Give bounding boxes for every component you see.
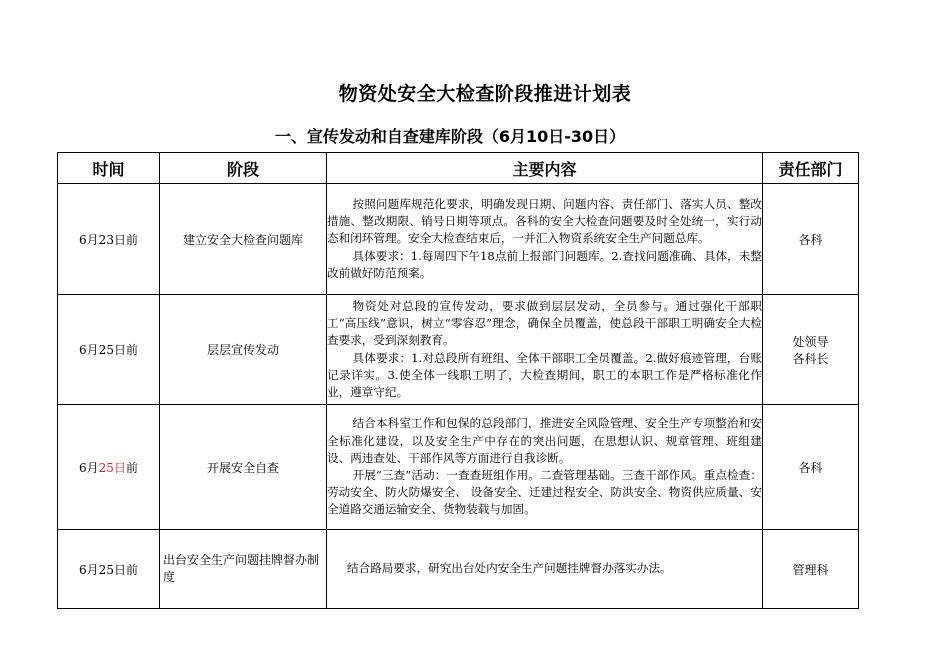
row-dept: 各科 [763,184,859,295]
row-time: 6月23日前 [58,184,160,295]
row-content [327,184,763,295]
table-row [58,530,859,609]
row-content [327,295,763,405]
content-paragraph: 物资处对总段的宣传发动，要求做到层层发动，全员参与。通过强化干部职工“高压线”意识，树立“零容忍”理念，确保全员覆盖，使总段干部职工明确安全大检查要求，受到深刻教育。 [327,298,762,348]
table-row [58,405,859,530]
row-time [58,405,160,530]
row-content [327,405,763,530]
row-stage: 出台安全生产问题挂牌督办制度 [160,530,327,609]
page-title: 物资处安全大检查阶段推进计划表 [338,83,632,105]
header-dept: 责任部门 [763,153,859,184]
row-time: 6月25日前 [58,530,160,609]
content-paragraph: 按照问题库规范化要求，明确发现日期、问题内容、责任部门、落实人员、整改措施、整改期限、销号日期等项点。各科的安全大检查问题要及时全处统一，实行动态和闭环管理。安全大检查结束后，一并汇入物资系统安全生产问题总库。 [327,196,762,246]
time-prefix: 6月 [79,460,99,475]
content-paragraph: 开展“三查”活动：一查查班组作用。二查管理基础。三查干部作风。重点检查：劳动安全、防火防爆安全、 设备安全、迁建过程安全、防洪安全、物资供应质量、安全道路交通运输安全、货物装载与加固。 [327,468,762,517]
row-stage: 开展安全自查 [160,405,327,530]
plan-table [57,152,859,609]
time-suffix: 前 [125,460,138,475]
row-stage: 层层宣传发动 [160,295,327,405]
dept-line: 各科长 [792,351,829,366]
content-paragraph: 具体要求：1.对总段所有班组、全体干部职工全员覆盖。2.做好痕迹管理，台账记录详实。3.使全体一线职工明了，大检查期间，职工的本职工作是严格标准化作业，遵章守纪。 [327,350,762,399]
row-content: 结合路局要求，研究出台处内安全生产问题挂牌督办落实办法。 [327,530,763,609]
row-time: 6月25日前 [58,295,160,405]
row-stage: 建立安全大检查问题库 [160,184,327,295]
row-dept [763,295,859,405]
row-dept: 管理科 [763,530,859,609]
table-row [58,295,859,405]
content-paragraph: 结合本科室工作和包保的总段部门，推进安全风险管理、安全生产专项整治和安全标准化建设，以及安全生产中存在的突出问题，在思想认识、规章管理、班组建设、两违查处、干部作风等方面进行自我诊断。 [327,416,762,465]
content-paragraph: 具体要求：1.每周四下午18点前上报部门问题库。2.查找问题准确、具体，未整改前做好防范预案。 [327,248,762,280]
section-title: 一、宣传发动和自查建库阶段（6月10日-30日） [274,127,626,146]
dept-line: 处领导 [792,334,829,349]
table-header-row [58,153,859,184]
table-row [58,184,859,295]
time-highlight: 25日 [98,460,126,475]
header-stage: 阶段 [160,153,327,184]
header-time: 时间 [58,153,160,184]
header-content: 主要内容 [327,153,763,184]
row-dept: 各科 [763,405,859,530]
